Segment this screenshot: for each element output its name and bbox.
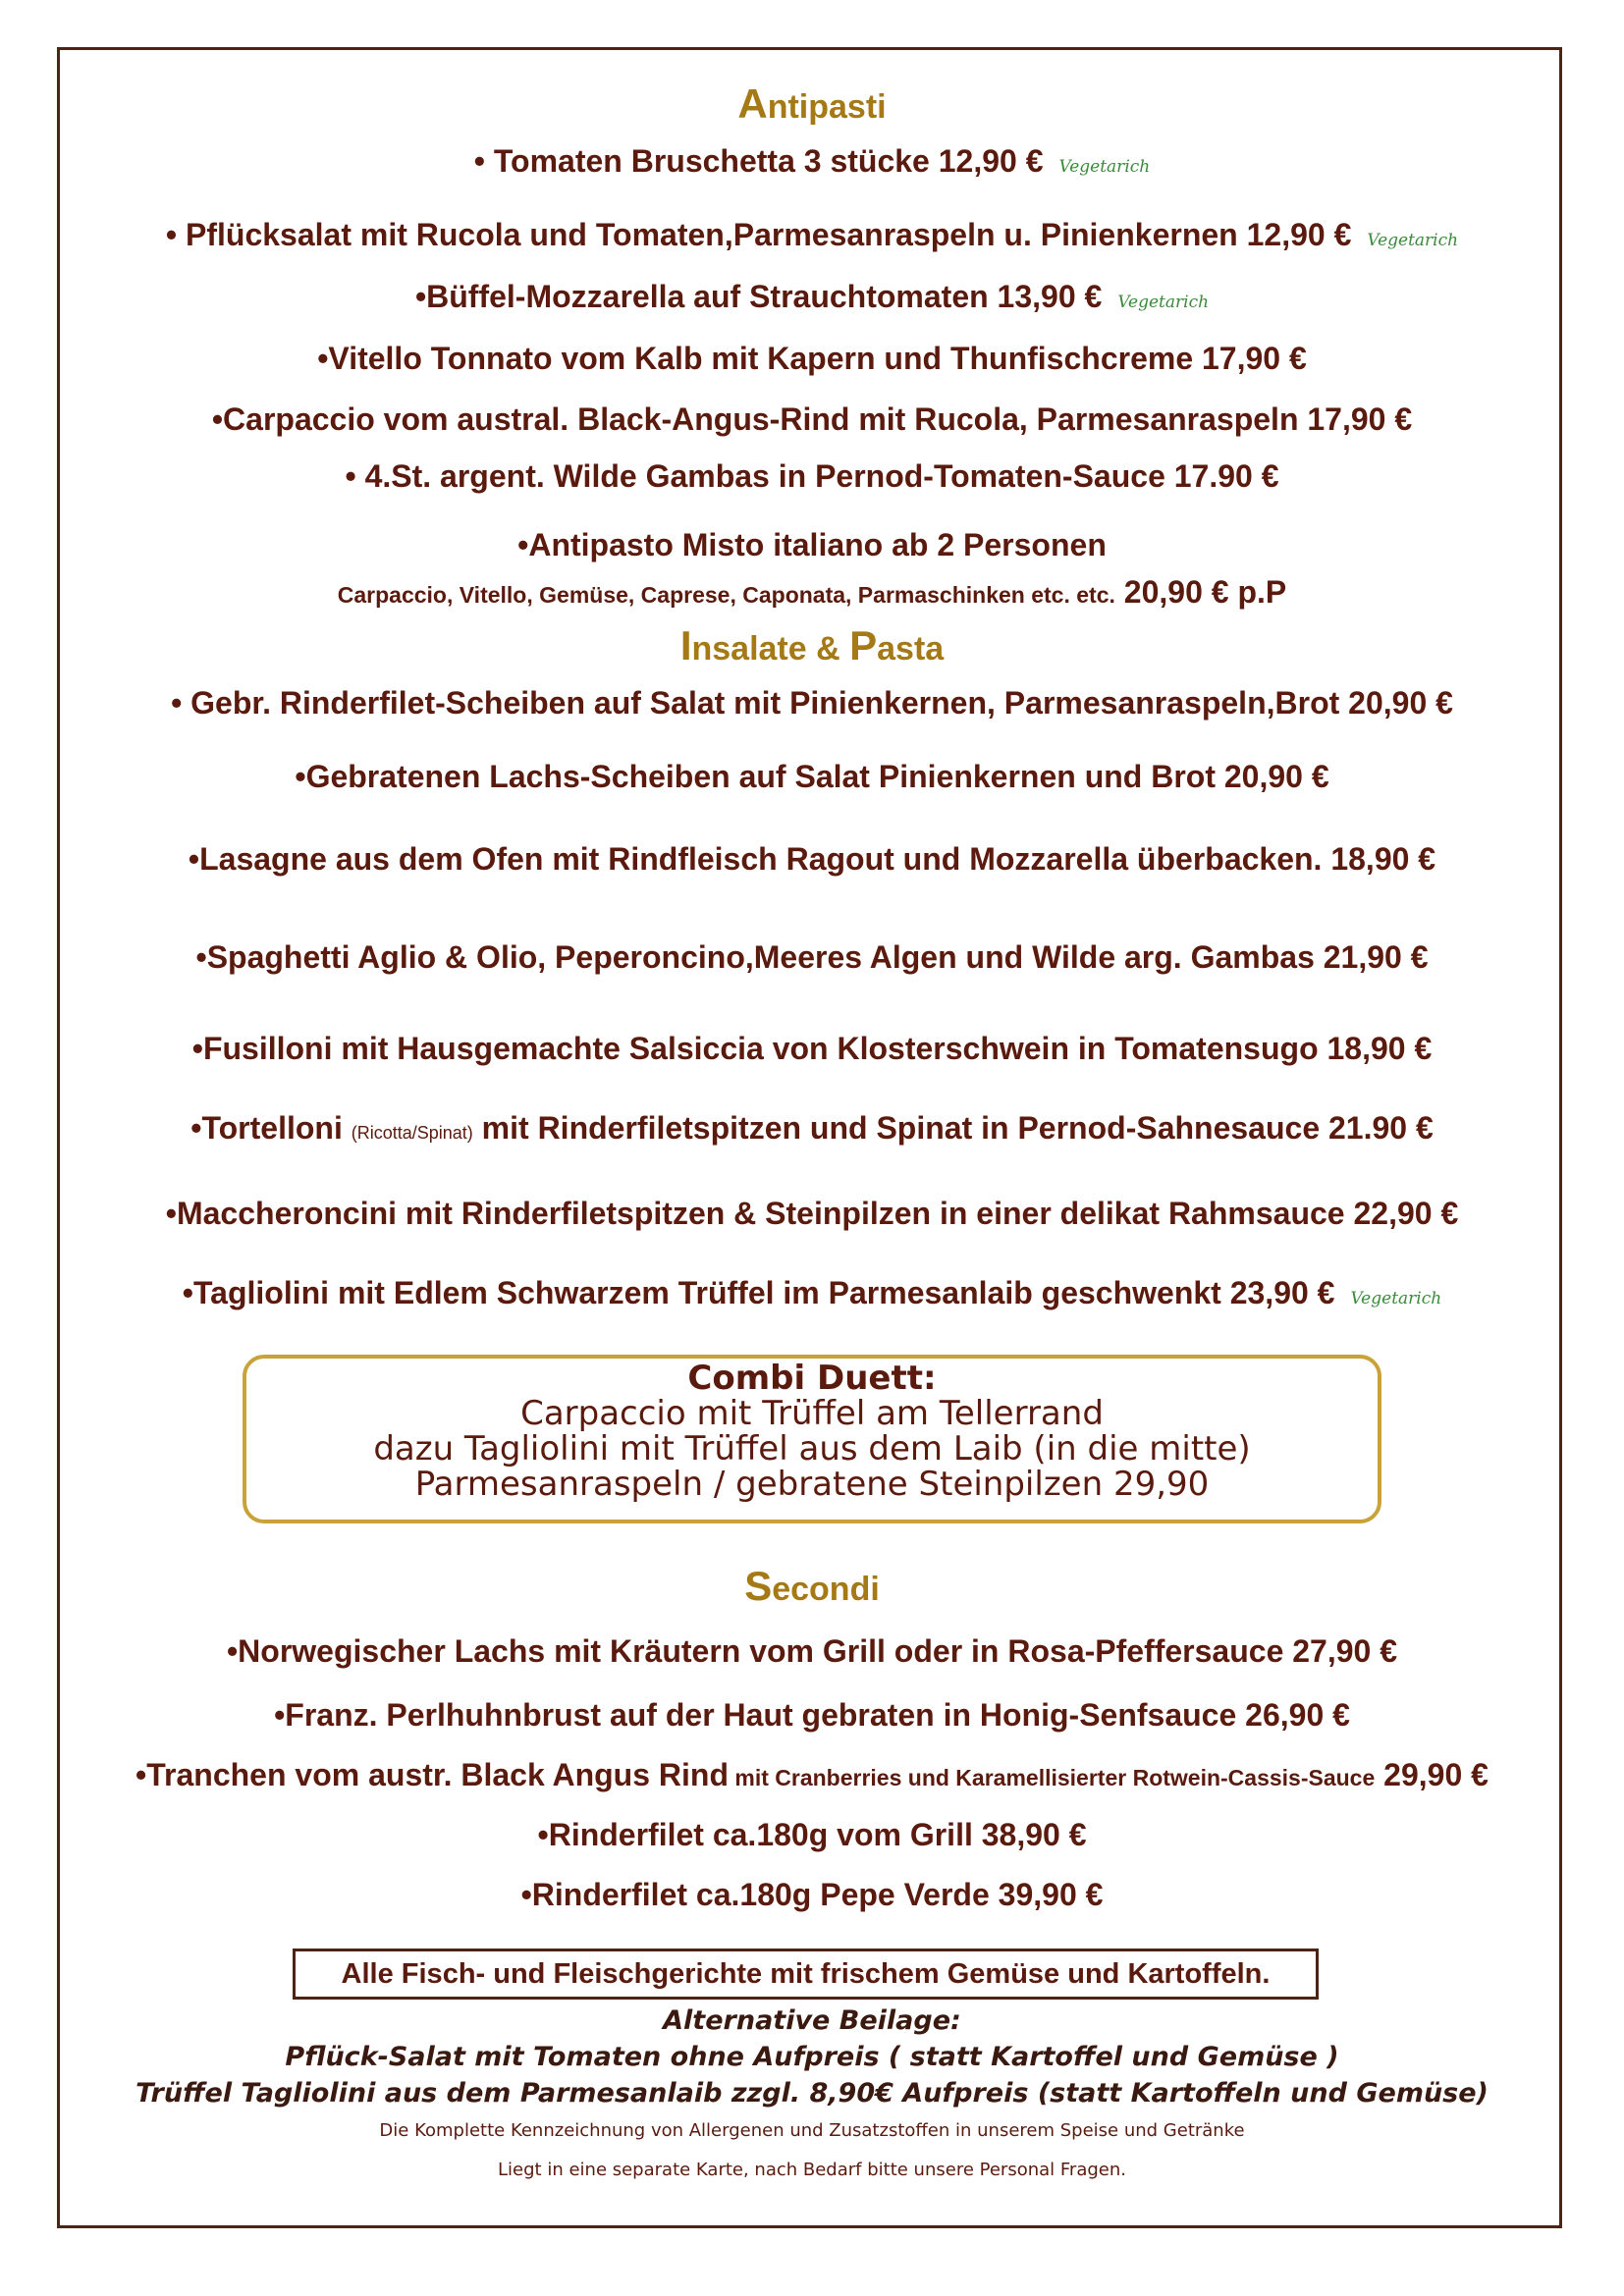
menu-item: •Carpaccio vom austral. Black-Angus-Rind mit Rucola, Parmesanraspeln 17,90 € bbox=[211, 401, 1413, 437]
alternative-option: Trüffel Tagliolini aus dem Parmesanlaib zzgl. 8,90€ Aufpreis (statt Kartoffeln und Gemüse) bbox=[135, 2078, 1489, 2109]
side-dish-note-box: Alle Fisch- und Fleischgerichte mit frischem Gemüse und Kartoffeln. bbox=[293, 1949, 1319, 2000]
combi-line: dazu Tagliolini mit Trüffel aus dem Laib (in die mitte) bbox=[373, 1429, 1251, 1468]
vegetarian-tag: Vegetarich bbox=[1058, 157, 1151, 177]
menu-item: • Tomaten Bruschetta 3 stücke 12,90 € Vegetarich bbox=[473, 143, 1151, 179]
menu-item: • Gebr. Rinderfilet-Scheiben auf Salat mit Pinienkernen, Parmesanraspeln,Brot 20,90 € bbox=[171, 685, 1453, 721]
menu-item: •Vitello Tonnato vom Kalb mit Kapern und Thunfischcreme 17,90 € bbox=[317, 341, 1307, 376]
combi-title: Combi Duett: bbox=[687, 1359, 937, 1398]
menu-item: •Franz. Perlhuhnbrust auf der Haut gebraten in Honig-Senfsauce 26,90 € bbox=[274, 1697, 1350, 1733]
section-title-antipasti: Antipasti bbox=[737, 80, 887, 127]
menu-item: •Spaghetti Aglio & Olio, Peperoncino,Meeres Algen und Wilde arg. Gambas 21,90 € bbox=[195, 939, 1429, 975]
allergen-note: Liegt in eine separate Karte, nach Bedarf bitte unsere Personal Fragen. bbox=[498, 2160, 1126, 2180]
menu-item: •Büffel-Mozzarella auf Strauchtomaten 13,90 € Vegetarich bbox=[414, 279, 1210, 314]
menu-item-detail: Carpaccio, Vitello, Gemüse, Caprese, Caponata, Parmaschinken etc. etc. 20,90 € p.P bbox=[337, 574, 1287, 610]
menu-item: •Rinderfilet ca.180g Pepe Verde 39,90 € bbox=[520, 1877, 1104, 1912]
combi-line: Parmesanraspeln / gebratene Steinpilzen 29,90 bbox=[414, 1465, 1210, 1504]
menu-item: •Rinderfilet ca.180g vom Grill 38,90 € bbox=[537, 1817, 1087, 1852]
alternative-option: Pflück-Salat mit Tomaten ohne Aufpreis ( statt Kartoffel und Gemüse ) bbox=[285, 2042, 1339, 2072]
allergen-note: Die Komplette Kennzeichnung von Allergenen und Zusatzstoffen in unserem Speise und Getränke bbox=[379, 2120, 1245, 2141]
section-title-insalate-pasta: Insalate & Pasta bbox=[679, 622, 945, 668]
vegetarian-tag: Vegetarich bbox=[1350, 1289, 1442, 1308]
menu-item: • Pflücksalat mit Rucola und Tomaten,Parmesanraspeln u. Pinienkernen 12,90 € Vegetarich bbox=[165, 217, 1459, 252]
combi-line: Carpaccio mit Trüffel am Tellerrand bbox=[520, 1394, 1104, 1433]
section-title-secondi: Secondi bbox=[744, 1563, 880, 1609]
menu-item: • 4.St. argent. Wilde Gambas in Pernod-Tomaten-Sauce 17.90 € bbox=[345, 458, 1279, 494]
combi-duett-text bbox=[243, 1355, 1381, 1502]
menu-item: •Fusilloni mit Hausgemachte Salsiccia von Klosterschwein in Tomatensugo 18,90 € bbox=[191, 1031, 1433, 1066]
vegetarian-tag: Vegetarich bbox=[1367, 231, 1459, 250]
menu-item: •Norwegischer Lachs mit Kräutern vom Grill oder in Rosa-Pfeffersauce 27,90 € bbox=[226, 1633, 1398, 1669]
vegetarian-tag: Vegetarich bbox=[1117, 293, 1210, 312]
menu-item: •Tagliolini mit Edlem Schwarzem Trüffel im Parmesanlaib geschwenkt 23,90 € Vegetarich bbox=[182, 1275, 1442, 1310]
menu-item: •Tortelloni (Ricotta/Spinat) mit Rinderfiletspitzen und Spinat in Pernod-Sahnesauce 21.90 € bbox=[190, 1110, 1434, 1146]
menu-item: •Gebratenen Lachs-Scheiben auf Salat Pinienkernen und Brot 20,90 € bbox=[295, 759, 1329, 794]
menu-item: •Antipasto Misto italiano ab 2 Personen bbox=[517, 527, 1107, 562]
menu-item: •Lasagne aus dem Ofen mit Rindfleisch Ragout und Mozzarella überbacken. 18,90 € bbox=[188, 841, 1436, 877]
alternative-title: Alternative Beilage: bbox=[663, 2005, 961, 2036]
menu-item: •Tranchen vom austr. Black Angus Rind mit Cranberries und Karamellisierter Rotwein-Cassis-Sauce 29,90 € bbox=[135, 1757, 1489, 1792]
menu-item: •Maccheroncini mit Rinderfiletspitzen & Steinpilzen in einer delikat Rahmsauce 22,90 € bbox=[165, 1196, 1459, 1231]
